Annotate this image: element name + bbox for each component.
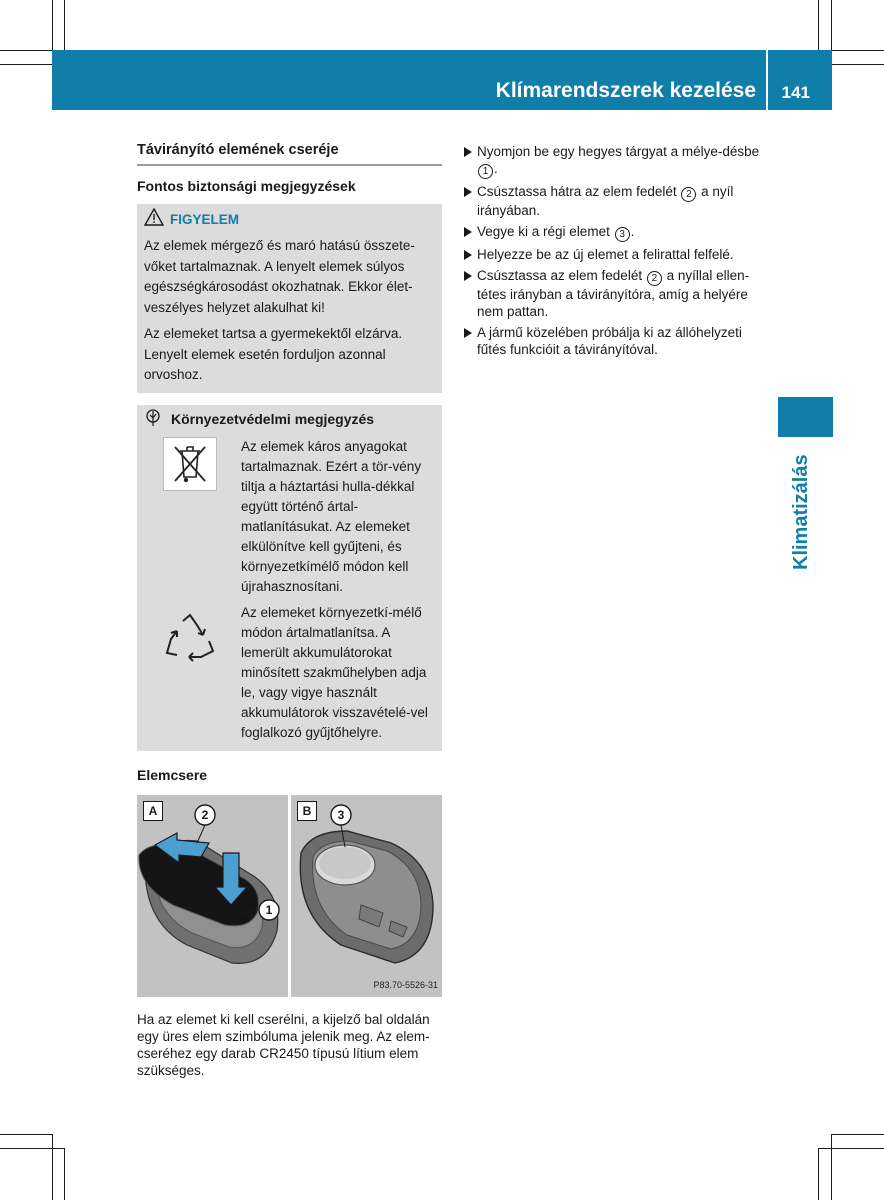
step-item: [464, 246, 770, 263]
environment-text: Az elemeket környezetkí-mélő módon ártalmatlanítsa. A lemerült akkumulátorokat minősített szakműhelyben adja le, vagy vigye használt akkumulátorok visszavételé-vel foglalkozó gyűjtőhelyre.: [241, 604, 428, 740]
environment-title: Környezetvédelmi megjegyzés: [171, 411, 375, 427]
warning-triangle-icon: [144, 208, 164, 230]
environment-row: [145, 437, 434, 597]
warning-title: FIGYELEM: [170, 211, 240, 227]
ref-circle: 3: [615, 227, 630, 242]
ref-circle: 2: [681, 187, 696, 202]
crossed-bin-icon: [163, 437, 217, 597]
crop-mark: [818, 1148, 884, 1149]
arrow-bullet-icon: [464, 328, 472, 338]
step-suffix: .: [494, 161, 498, 176]
crop-mark: [52, 0, 53, 50]
step-item: [464, 143, 770, 179]
figure-code: P83.70-5526-31: [373, 979, 438, 990]
key-battery-image: [291, 795, 442, 997]
warning-paragraph: Az elemeket tartsa a gyermekektől elzárva. Lenyelt elemek esetén forduljon azonnal orvoshoz.: [144, 326, 403, 382]
panel-label-b: B: [297, 801, 317, 821]
side-tab: [778, 397, 833, 437]
arrow-bullet-icon: [464, 271, 472, 281]
crop-mark: [831, 1134, 832, 1200]
header-separator: [766, 50, 768, 110]
step-item: [464, 324, 770, 358]
step-text: Nyomjon be egy hegyes tárgyat a mélye-désbe: [477, 144, 760, 159]
step-text: Csúsztassa hátra az elem fedelét: [477, 184, 677, 199]
environment-header: [145, 409, 434, 431]
chapter-title: Klímarendszerek kezelése: [495, 79, 756, 102]
crop-mark: [64, 1148, 65, 1200]
side-tab-label: Klimatizálás: [790, 454, 812, 570]
battery-caption: Ha az elemet ki kell cserélni, a kijelző bal oldalán egy üres elem szimbóluma jelenik meg. Az elem-cseréhez egy darab CR2450 típusú lítium elem szükséges.: [137, 1011, 430, 1078]
environment-text: Az elemek káros anyagokat tartalmaznak. Ezért a tör-vény tiltja a háztartási hulla-dékkal együtt történő ártal-matlanításukat. Az elemeket elkülönítve kell gyűjteni, és környezetkímélő módon kell újrahasznosítani.: [241, 438, 422, 594]
arrow-bullet-icon: [464, 250, 472, 260]
ref-circle: 2: [647, 271, 662, 286]
ref-circle: 1: [478, 164, 493, 179]
callout-1: 1: [265, 902, 273, 917]
figure-panel-b: [291, 795, 442, 997]
step-suffix: .: [630, 224, 635, 239]
recycle-icon: [163, 611, 217, 743]
page-header: [52, 50, 832, 110]
arrow-bullet-icon: [464, 147, 472, 157]
crop-mark: [832, 64, 884, 65]
crop-mark: [0, 64, 52, 65]
step-suffix: a nyíl irányában.: [477, 184, 734, 218]
step-item: [464, 183, 770, 219]
leaf-bulb-icon: [145, 409, 161, 431]
warning-header: [144, 208, 435, 230]
environment-box: [137, 405, 442, 751]
battery-heading: Elemcsere: [137, 766, 208, 783]
left-column: [137, 142, 442, 1079]
right-column: [464, 143, 770, 362]
crop-mark: [818, 0, 819, 50]
panel-label-a: A: [143, 801, 163, 821]
step-text: Csúsztassa az elem fedelét: [477, 268, 643, 283]
environment-icon-cell: [145, 437, 235, 597]
crop-mark: [0, 50, 52, 51]
environment-icon-cell: [145, 603, 235, 743]
step-suffix: a nyíllal ellen-tétes irányban a távirányítóra, amíg a helyére nem pattan.: [477, 268, 750, 319]
crop-mark: [0, 1148, 64, 1149]
callout-2: 2: [201, 807, 209, 822]
step-text: Vegye ki a régi elemet: [477, 224, 610, 239]
arrow-bullet-icon: [464, 187, 472, 197]
arrow-bullet-icon: [464, 227, 472, 237]
safety-heading: Fontos biztonsági megjegyzések: [137, 178, 356, 194]
battery-figure: [137, 795, 442, 997]
crop-mark: [831, 0, 832, 50]
warning-paragraph: Az elemek mérgező és maró hatású összete-vőket tartalmaznak. A lenyelt elemek súlyos egészségkárosodást okozhatnak. Ekkor élet-veszélyes helyzet alakulhat ki!: [144, 238, 415, 315]
crop-mark: [0, 1134, 52, 1135]
figure-panel-a: [137, 795, 288, 997]
step-list: [464, 143, 770, 358]
crop-mark: [818, 1148, 819, 1200]
step-item: [464, 267, 770, 320]
key-open-cover-image: [137, 795, 288, 997]
crop-mark: [52, 1134, 53, 1200]
section-title: Távirányító elemének cseréje: [137, 142, 442, 166]
callout-3: 3: [337, 807, 345, 822]
page-number: 141: [781, 83, 810, 102]
step-text: Helyezze be az új elemet a felirattal felfelé.: [477, 247, 734, 262]
crop-mark: [64, 0, 65, 50]
step-item: [464, 223, 770, 242]
warning-box: [137, 204, 442, 393]
crop-mark: [832, 1134, 884, 1135]
environment-row: [145, 603, 434, 743]
step-text: A jármű közelében próbálja ki az állóhelyzeti fűtés funkcióit a távirányítóval.: [477, 325, 742, 357]
crop-mark: [832, 50, 884, 51]
